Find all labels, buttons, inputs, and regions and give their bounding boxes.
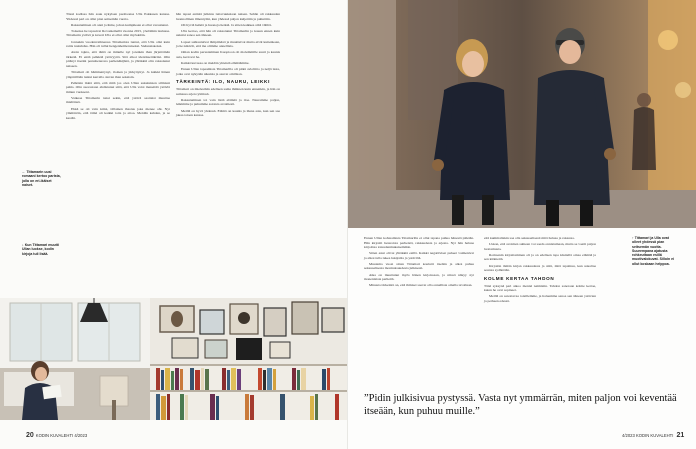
- body-paragraph: Lapset suhtautuivat lämpimästi ja muuttuivat mutta eivät kuitenkaan, ja he näkivät, että me olimme onnellisia.: [176, 39, 280, 49]
- body-paragraph: Rakastuminen toi vain lisää elämää ja iloa. Nauramme paljon, leikimme ja puhumme asioista avoimesti.: [176, 97, 280, 107]
- body-paragraph: että kummallakin saa olla seksuaalisesti mitä haluaa ja rakastaa.: [484, 236, 575, 240]
- body-paragraph: Tittamari on mielestään edelleen sama ihminen kuin ennenkin, ja hän on samassa arjen rytmissä.: [176, 87, 280, 96]
- right-folio-text: 4/2023 KODIN KUVALEHTI: [622, 433, 674, 438]
- right-folio: [622, 432, 686, 439]
- body-paragraph: Pelkäsin minä siitä, että mitä jos olen Ullan sukulaisten silmissä pahis. Olin suorastaan ahdistunut siitä, että Ulla voisi menettää ystäviä minun vuokseni.: [66, 80, 170, 94]
- body-paragraph: Ennen Ullan tapaamista Tittamarilla oli pitkä avioliitto ja neljä lasta, jotka ovat nykyään aikuisia ja asuvat omillaan.: [176, 67, 280, 76]
- right-column-2: [484, 236, 596, 305]
- right-page-number: 21: [676, 432, 685, 439]
- body-paragraph: Kirjoitin tämän kirjan rakkaudesta ja siitä, mitä tapahtuu, kun uskaltaa seurata sydäntään.: [484, 263, 596, 273]
- body-paragraph: Ennen Ullan kohtaamista Tittamarilla ei ollut tapana puhua hänestä pitkään. Hän kirjoitti heteroista perheistä, rakkaudesta ja arjesta. Nyt hän haluaa kirjoittaa totuudenmukaisemmin.: [364, 236, 474, 250]
- subhead-kolme-kertaa: KOLME KERTAA TAHDON: [484, 275, 555, 281]
- body-paragraph: Kaikki kuvassa on meidän yhteistä elämäämme.: [181, 60, 250, 65]
- right-column-1: [364, 236, 474, 289]
- body-paragraph: Uskon, että avoimen suhteen voi saada onnistumaan, mutta se vaatii paljon luottamusta.: [484, 242, 596, 251]
- body-paragraph: Ehkä se oli vain kriisi, tällainen ihastus joka menee ohi. Nyt ymmärrän, että tämä oli kaikki totta ja aitoa. Meidän kahden, ja se kestää.: [66, 106, 170, 120]
- pull-quote: ”Pidin julkisivua pystyssä. Vasta nyt ymmärrän, miten paljon voi keventää itseään, kun puhuu muille.”: [364, 393, 677, 417]
- body-paragraph: Oman kodin perustaminen Kuopioon oli molemmille suuri ja kaunis asia, kertovat he.: [176, 50, 280, 59]
- caption-books: ↓ Kun Tittamari muutti Ullan luokse, kodin kirjoja tuli lisää.: [22, 243, 59, 256]
- street-portrait-illustration: [348, 0, 696, 228]
- caption-couple: ↑ Tittamari ja Ulla ovat olleet yhdessä pian seitsemän vuotta. Suurempana ajatusta rohkeuttaan esillä muotivalokuvat. Silloin ei ollut koskaan helppoa.: [632, 236, 675, 266]
- right-page: [348, 0, 696, 449]
- body-paragraph: Aika on muuttunut myös hänen kirjoissaan, ja niissä näkyy nyt monenlaisia perheitä.: [364, 272, 474, 282]
- body-paragraph: Sitten asiat olivat yhtäkkiä esillä. Kaikki negatiiviset puheet vaimenivat ja alkoi tulla tukea lukijoilta ja ystäviltä.: [364, 251, 474, 260]
- left-column-2: [176, 12, 280, 119]
- left-folio: [26, 432, 87, 439]
- body-paragraph: Vaikeaa Tittamarin tunsi sekin, että ystävä saattaisi muuttaa mieltänsä.: [66, 95, 170, 105]
- body-paragraph: Muutama vuosi sitten Tittamari koulutti itseään ja alkoi puhua seksuaalisesta moninaisuudesta julkisesti.: [364, 261, 474, 271]
- arrow-icon: ←: [22, 170, 27, 174]
- body-paragraph: Ulla kertoo, että hän oli rakastunut Tittamariin jo kauan ennen kuin uskalsi sanoa sen ääneen.: [176, 28, 280, 38]
- body-paragraph: Tänä syksynä pari aikoo mennä naimisiin. Tahdon sanotaan kolme kertaa, kuten he ovat sopineet.: [484, 283, 596, 293]
- arrow-up-icon: ↑: [632, 236, 635, 240]
- body-paragraph: Aloin tajuta, että tämä on minulle nyt jotenkin ihan järjettömän tärkeää. Ei enää pelkkää ystävyyttä. Sitä alkoi identiteettikriisi. Olin pitänyt itseäni perusheterona perhenäkijänä, ja yhtäkkiä olin rakastunut naiseen.: [66, 50, 170, 68]
- body-paragraph: Tittamari oli hämmentynyt, iloinen ja järkyttynyt. Ja kaikki hänen ympärillään tuntui kerralla olevan ihan sekaisin.: [66, 69, 170, 79]
- body-paragraph: Meillä on hyvä yhdessä. Elämä on kaunis ja ihana asia, kun sen saa jakaa toisen kanssa.: [176, 108, 280, 118]
- living-room-illustration: [0, 298, 348, 420]
- body-paragraph: Meillä on sanottavaa toisillemme, ja haluamme sanoa sen ääneen ystävien ja perheen edessä.: [484, 294, 596, 303]
- body-paragraph: hän tapasi entisiä julkisia tuttavuuksiaan naisen. Sehän oli rakkauden luonnollinen ilmentymä, kun yhdessä paljon kuljettiin ja puhuttiin.: [176, 12, 280, 21]
- arrow-icon: ↓: [22, 243, 25, 247]
- body-paragraph: Romaanin kirjoittaminen oli ja on edelleen tapa käsitellä omaa elämää ja sen käänteitä.: [484, 252, 596, 262]
- body-paragraph: Toisensa he tapasivat Rovaniemellä vuonna 2015, yöelämän laulussa. Tittamarin ystävä ja kaveri Ulla ei ollut ollut myöskään.: [66, 28, 170, 38]
- left-column-1: [66, 12, 170, 122]
- body-paragraph: Oli hyviä hetkiä ja huonoja hetkiä. Ja sitten kaikkea siltä väliltä.: [181, 22, 272, 27]
- living-room-photo: [0, 298, 348, 420]
- body-paragraph: Rakastuminen oli onni ja ihme, johon kumpikaan ei ollut varautunut.: [71, 22, 169, 27]
- caption-novel: ← Tittamarin uusi romaani kertoo parista, jolla on eri-ikäiset naiset.: [22, 170, 61, 187]
- subhead-tarkeinta: TÄRKEINTÄ: ILO, NAURU, LEIKKI: [176, 79, 271, 85]
- body-paragraph: Jonnekin vuodenvaihteessa Tittamarista tuntui, että Ulla olisi kuin raitis tuulahdus. Hän oli tullut hengenheimolaiseksi. Sielunsiskoksi.: [66, 39, 170, 49]
- left-page-number: 20: [26, 432, 34, 439]
- street-photo: [348, 0, 696, 228]
- body-paragraph: Tässä kodissa hän asuu nykyisen puolisonsa Ulla Pakkasen kanssa. Yhdessä pari on ollut pian seitsemän vuotta.: [66, 12, 170, 21]
- left-folio-text: KODIN KUVALEHTI 4/2023: [35, 433, 88, 438]
- body-paragraph: Minusta tärkeintä on, että ihmiset saavat olla onnellisia omalla tavallaan.: [369, 283, 473, 288]
